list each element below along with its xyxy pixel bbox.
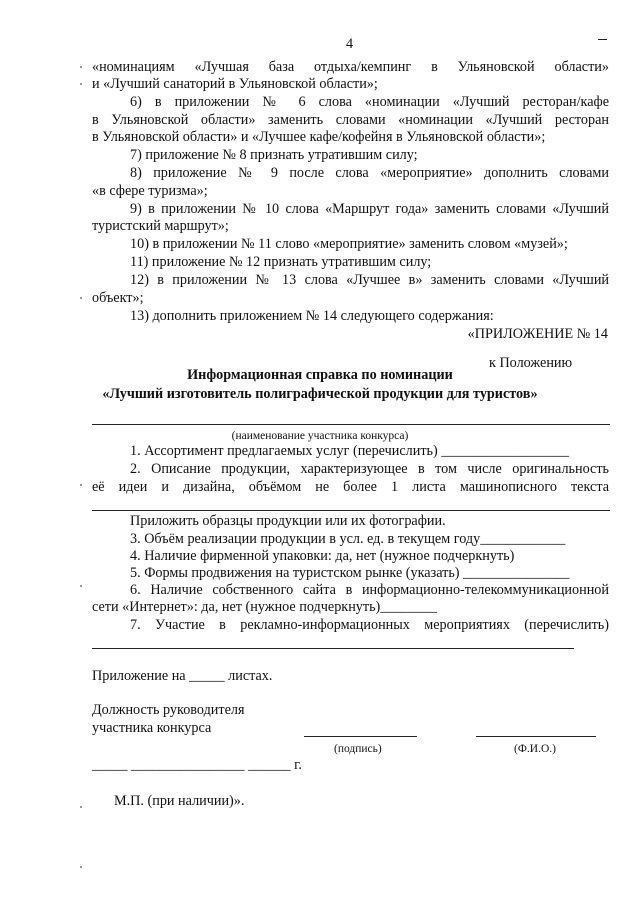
body-line: «в сфере туризма»;	[92, 183, 208, 199]
participant-caption: (наименование участника конкурса)	[231, 430, 409, 442]
participant-name-line	[92, 424, 610, 425]
form-item-2-cont: её идеи и дизайна, объёмом не более 1 листа машинописного текста	[92, 479, 609, 495]
page-number: 4	[346, 36, 354, 52]
name-caption: (Ф.И.О.)	[514, 743, 556, 755]
signature-caption: (подпись)	[334, 743, 382, 755]
corner-mark	[598, 39, 607, 40]
margin-dot	[80, 585, 82, 587]
position-title-cont: участника конкурса	[92, 720, 212, 736]
margin-dot	[80, 297, 82, 299]
appendix-sub: к Положению	[489, 355, 573, 371]
body-line: 6) в приложении № 6 слова «номинации «Лучший ресторан/кафе	[130, 94, 609, 110]
form-item-3: 3. Объём реализации продукции в усл. ед. в текущем году____________	[130, 531, 566, 547]
form-item-5: 5. Формы продвижения на туристском рынке (указать) _______________	[130, 565, 570, 581]
attachment-note: Приложение на _____ листах.	[92, 668, 273, 684]
position-title: Должность руководителя	[92, 702, 245, 718]
margin-dot	[80, 83, 82, 85]
fill-line	[92, 648, 574, 649]
body-line: «номинациям «Лучшая база отдыха/кемпинг в Ульяновской области»	[92, 59, 609, 75]
form-item-1: 1. Ассортимент предлагаемых услуг (перечислить) __________________	[130, 443, 569, 459]
name-line	[476, 736, 596, 737]
appendix-label: «ПРИЛОЖЕНИЕ № 14	[467, 326, 608, 342]
fill-line	[92, 510, 610, 511]
body-line: 10) в приложении № 11 слово «мероприятие» заменить словом «музей»;	[130, 236, 568, 252]
body-line: 8) приложение № 9 после слова «мероприятие» дополнить словами	[130, 165, 609, 181]
body-line: 11) приложение № 12 признать утратившим силу;	[130, 254, 432, 270]
body-line: 13) дополнить приложением № 14 следующего содержания:	[130, 308, 494, 324]
body-line: 9) в приложении № 10 слова «Маршрут года» заменить словами «Лучший	[130, 201, 609, 217]
body-line: 7) приложение № 8 признать утратившим силу;	[130, 147, 418, 163]
form-heading: Информационная справка по номинации	[187, 367, 453, 383]
form-heading-nomination: «Лучший изготовитель полиграфической продукции для туристов»	[102, 386, 538, 402]
stamp-note: М.П. (при наличии)».	[114, 793, 245, 809]
date-line: _____ ________________ ______ г.	[92, 757, 302, 773]
margin-dot	[80, 484, 82, 486]
body-line: 12) в приложении № 13 слова «Лучшее в» заменить словами «Лучший	[130, 272, 609, 288]
body-line: туристский маршрут»;	[92, 218, 229, 234]
signature-line	[304, 736, 417, 737]
margin-dot	[80, 806, 82, 808]
form-item-2: 2. Описание продукции, характеризующее в том числе оригинальность	[130, 461, 609, 477]
margin-dot	[80, 866, 82, 868]
form-item-4: 4. Наличие фирменной упаковки: да, нет (нужное подчеркнуть)	[130, 548, 515, 564]
body-line: в Ульяновской области» заменить словами «номинации «Лучший ресторан	[92, 112, 609, 128]
form-item-6: 6. Наличие собственного сайта в информационно-телекоммуникационной	[130, 582, 609, 598]
form-item-6-cont: сети «Интернет»: да, нет (нужное подчеркнуть)________	[92, 599, 438, 615]
body-line: и «Лучший санаторий в Ульяновской области»;	[92, 76, 378, 92]
body-line: объект»;	[92, 290, 144, 306]
form-note: Приложить образцы продукции или их фотографии.	[130, 513, 446, 529]
body-line: в Ульяновской области» и «Лучшее кафе/кофейня в Ульяновской области»;	[92, 129, 546, 145]
form-item-7: 7. Участие в рекламно-информационных мероприятиях (перечислить)	[130, 617, 609, 633]
margin-dot	[80, 66, 82, 68]
